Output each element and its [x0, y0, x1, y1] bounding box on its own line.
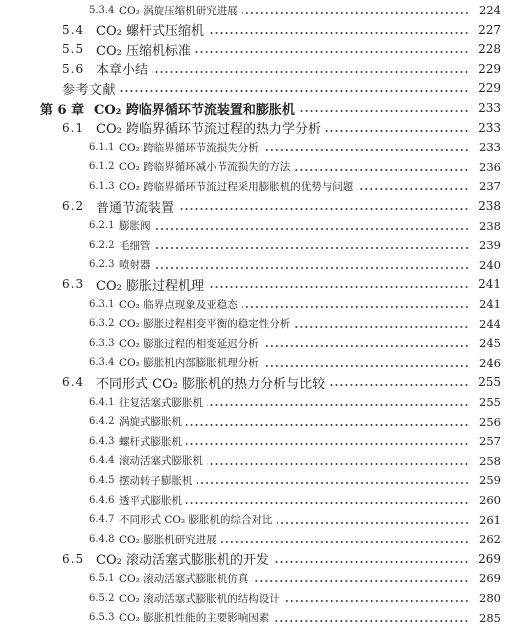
toc-entry: [0, 216, 515, 236]
toc-entry-title: CO₂ 跨临界循环减小节流损失的方法: [119, 161, 291, 174]
toc-entry-number: 6.2.1: [89, 220, 115, 232]
toc-entry-number: 6.4.1: [89, 396, 115, 408]
toc-entry: [0, 274, 515, 294]
toc-entry-page: 227: [478, 22, 501, 37]
toc-entry-title: CO₂ 临界点现象及亚稳态: [119, 298, 238, 311]
toc-entry-page: 260: [479, 493, 501, 507]
toc-entry: [0, 235, 515, 255]
toc-entry: [0, 157, 515, 177]
toc-entry-page: 229: [478, 61, 501, 76]
toc-entry: [0, 412, 515, 432]
toc-entry-page: 244: [479, 316, 501, 331]
toc-entry: [0, 294, 515, 314]
toc-entry-number: 6.4.8: [89, 533, 115, 545]
toc-entry-number: 6.2: [62, 199, 85, 213]
toc-entry-page: 228: [478, 42, 501, 57]
toc-entry: [0, 392, 515, 412]
dot-leader: [294, 326, 469, 328]
dot-leader: [207, 463, 469, 465]
dot-leader: [178, 208, 469, 210]
toc-entry: [0, 333, 515, 353]
toc-entry-number: 6.3.4: [89, 357, 115, 369]
toc-entry-title: 不同形式 CO₂ 膨胀机的综合对比: [119, 514, 273, 527]
toc-entry-number: 6.4.6: [89, 494, 115, 506]
toc-entry: [0, 20, 515, 40]
toc-entry: [0, 510, 515, 530]
toc-entry-number: 6.3.3: [89, 337, 115, 349]
dot-leader: [263, 345, 469, 347]
toc-entry-number: 第 6 章: [40, 102, 85, 118]
toc-entry-number: 6.5.1: [89, 572, 115, 584]
toc-entry-page: 241: [479, 297, 501, 311]
dot-leader: [242, 12, 469, 14]
dot-leader: [357, 188, 469, 190]
toc-entry-page: 238: [478, 199, 501, 213]
toc-entry-page: 237: [479, 179, 501, 194]
toc-entry-page: 246: [479, 355, 501, 370]
toc-entry-number: 6.3.2: [89, 318, 115, 330]
toc-entry-page: 240: [479, 257, 501, 272]
toc-entry-number: 5.4: [62, 22, 85, 37]
toc-entry-page: 224: [479, 3, 501, 17]
toc-entry-number: 6.3.1: [89, 298, 115, 310]
toc-entry-title: 参考文献: [62, 82, 117, 98]
dot-leader: [273, 561, 469, 563]
toc-entry: [0, 372, 515, 392]
toc-entry-number: 5.6: [62, 61, 85, 76]
toc-entry-page: 259: [479, 473, 501, 488]
dot-leader: [252, 580, 469, 582]
dot-leader: [120, 90, 469, 92]
toc-entry-number: 5.3.4: [89, 4, 115, 16]
toc-entry-page: 261: [479, 512, 501, 527]
toc-entry-title: CO₂ 膨胀机性能的主要影响因素: [119, 612, 270, 625]
dot-leader: [207, 404, 469, 406]
toc-entry-title: 涡旋式膨胀机: [119, 416, 182, 429]
toc-entry-page: 256: [479, 414, 501, 429]
toc-entry-page: 241: [478, 277, 501, 292]
toc-entry: [0, 470, 515, 490]
toc-entry-page: 285: [479, 610, 501, 625]
toc-entry-title: 透平式膨胀机: [119, 494, 182, 507]
toc-entry-title: 膨胀阀: [119, 220, 151, 233]
toc-entry-page: 233: [478, 120, 501, 135]
toc-entry-number: 6.2.2: [89, 239, 115, 251]
toc-entry-page: 233: [479, 140, 501, 155]
toc-entry-number: 6.5.2: [89, 592, 115, 604]
toc-entry-number: 6.4.5: [89, 474, 115, 486]
toc-entry-page: 269: [479, 571, 501, 586]
toc-entry-number: 5.5: [62, 42, 85, 57]
toc-entry-number: 6.2.3: [89, 259, 115, 271]
dot-leader: [284, 600, 469, 602]
dot-leader: [299, 110, 469, 112]
toc-entry-page: 229: [478, 81, 501, 96]
dot-leader: [273, 620, 469, 622]
toc-entry-number: 6.1: [62, 120, 85, 135]
dot-leader: [186, 502, 469, 504]
toc-entry-title: CO₂ 螺杆式压缩机: [96, 24, 204, 40]
toc-entry-title: CO₂ 压缩机标准: [96, 43, 191, 59]
dot-leader: [329, 384, 469, 386]
toc-entry-title: CO₂ 膨胀过程相变平衡的稳定性分析: [119, 318, 291, 331]
dot-leader: [197, 482, 470, 484]
toc-entry-title: CO₂ 膨胀机内部膨胀机理分析: [119, 357, 259, 370]
toc-entry-number: 6.4.4: [89, 455, 115, 467]
toc-entry-title: CO₂ 膨胀过程机理: [96, 278, 204, 294]
toc-entry: [0, 608, 515, 628]
dot-leader: [263, 149, 469, 151]
dot-leader: [221, 541, 469, 543]
dot-leader: [152, 71, 469, 73]
toc-entry-number: 6.4: [62, 375, 85, 390]
toc-entry-title: 往复活塞式膨胀机: [119, 396, 203, 409]
toc-entry: [0, 353, 515, 373]
toc-entry-title: CO₂ 滚动活塞式膨胀机的开发: [96, 553, 269, 569]
toc-entry-number: 6.4.2: [89, 416, 115, 428]
dot-leader: [208, 286, 469, 288]
dot-leader: [155, 247, 470, 249]
toc-entry-number: 6.1.2: [89, 161, 115, 173]
toc-entry-number: 6.5.3: [89, 612, 115, 624]
toc-entry-title: CO₂ 跨临界循环节流装置和膨胀机: [94, 102, 295, 118]
toc-entry: [0, 59, 515, 79]
toc-entry: [0, 568, 515, 588]
dot-leader: [195, 51, 469, 53]
toc-entry: [0, 0, 515, 20]
toc-entry-page: 262: [479, 532, 501, 547]
toc-entry-number: 6.4.3: [89, 435, 115, 447]
toc-entry: [0, 314, 515, 334]
toc-entry: [0, 255, 515, 275]
toc-entry-title: 不同形式 CO₂ 膨胀机的热力分析与比较: [96, 376, 326, 392]
toc-entry: [0, 431, 515, 451]
toc-entry: [0, 529, 515, 549]
dot-leader: [186, 424, 469, 426]
toc-entry-page: 269: [478, 551, 501, 566]
toc-entry-title: CO₂ 涡旋压缩机研究进展: [119, 4, 238, 17]
toc-entry: [0, 137, 515, 157]
toc-entry-page: 238: [479, 218, 501, 233]
toc-entry-title: CO₂ 膨胀过程的相变延迟分析: [119, 337, 259, 350]
toc-entry-title: CO₂ 滚动活塞式膨胀机仿真: [119, 572, 249, 585]
toc-entry-title: 螺杆式膨胀机: [119, 435, 182, 448]
toc-entry-title: CO₂ 跨临界循环节流过程的热力学分析: [96, 122, 321, 138]
toc-entry: [0, 98, 515, 118]
toc-entry-page: 255: [478, 375, 501, 390]
toc-entry-number: 6.3: [62, 277, 85, 292]
toc-entry: [0, 588, 515, 608]
toc-entry: [0, 176, 515, 196]
toc-entry: [0, 39, 515, 59]
toc-entry-title: 普通节流装置: [96, 200, 175, 216]
toc-entry-page: 239: [479, 238, 501, 253]
toc-entry-page: 258: [479, 453, 501, 468]
toc-entry-title: 摆动转子膨胀机: [119, 474, 193, 487]
toc-entry-title: CO₂ 滚动活塞式膨胀机的结构设计: [119, 592, 280, 605]
toc-entry-number: 6.4.7: [89, 514, 115, 526]
toc-entry-number: 6.1.1: [89, 141, 115, 153]
dot-leader: [155, 267, 470, 269]
toc-entry: [0, 78, 515, 98]
toc-entry-page: 257: [479, 434, 501, 449]
toc-entry-title: 滚动活塞式膨胀机: [119, 455, 203, 468]
toc-entry-page: 236: [479, 159, 501, 174]
toc-entry-page: 233: [478, 101, 501, 115]
toc-entry-page: 280: [479, 591, 501, 605]
dot-leader: [155, 228, 470, 230]
dot-leader: [208, 32, 469, 34]
dot-leader: [294, 169, 469, 171]
dot-leader: [242, 306, 469, 308]
toc-entry-title: CO₂ 膨胀机研究进展: [119, 533, 217, 546]
toc-entry-page: 255: [479, 395, 501, 409]
toc-entry-title: 毛细管: [119, 239, 151, 252]
toc-entry: [0, 118, 515, 138]
dot-leader: [277, 522, 469, 524]
dot-leader: [263, 365, 469, 367]
toc-entry: [0, 451, 515, 471]
toc-entry-title: 喷射器: [119, 259, 151, 272]
dot-leader: [325, 130, 469, 132]
toc-entry: [0, 490, 515, 510]
toc-entry-title: CO₂ 跨临界循环节流过程采用膨胀机的优势与问题: [119, 180, 354, 193]
toc-entry-number: 6.5: [62, 551, 85, 566]
toc-entry-page: 245: [479, 336, 501, 351]
toc-entry-number: 6.1.3: [89, 180, 115, 192]
toc-entry-title: CO₂ 跨临界循环节流损失分析: [119, 141, 259, 154]
toc-entry-title: 本章小结: [96, 63, 149, 79]
dot-leader: [186, 443, 469, 445]
toc-entry: [0, 549, 515, 569]
toc-entry: [0, 196, 515, 216]
